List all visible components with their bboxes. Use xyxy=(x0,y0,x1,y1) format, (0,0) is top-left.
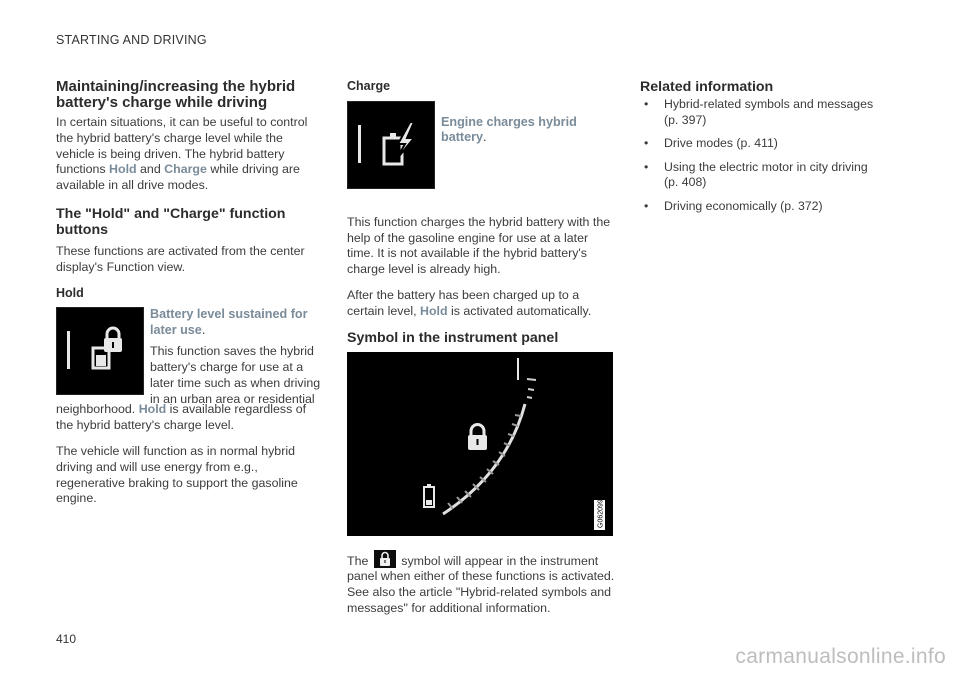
keyword-charge: Charge xyxy=(164,162,207,177)
padlock-icon xyxy=(468,424,487,450)
related-list xyxy=(640,97,880,215)
related-heading: Related information xyxy=(640,79,774,95)
hold-heading: Hold xyxy=(56,285,84,300)
instrument-panel-image xyxy=(347,352,613,536)
hold-text-1: This function saves the hybrid battery's charge for use at a later time such as when driving in an urban area or residential xyxy=(150,344,321,406)
hold-block xyxy=(56,307,322,406)
image-code: G062099 xyxy=(597,498,605,528)
charge-block xyxy=(347,101,615,197)
watermark: carmanualsonline.info xyxy=(735,645,946,668)
related-link[interactable]: • Using the electric motor in city driving (p. 408) xyxy=(640,160,880,191)
charge-text-2: After the battery has been charged up to a certain level, Hold is activated automatically. xyxy=(347,287,592,318)
charge-icon-box xyxy=(347,101,435,189)
hold-text-3: The vehicle will function as in normal hybrid driving and will use energy from e.g., regenerative braking to support the gasoline engine. xyxy=(56,443,298,506)
instrument-gauge-graphic xyxy=(347,352,613,536)
charge-text-1: This function charges the hybrid battery with the help of the gasoline engine for use at a later time. It is not available if the hybrid battery's charge level is already high. xyxy=(347,214,611,277)
symbol-description: The symbol will appear in the instrument panel when either of these functions is activated. See also the article "Hybrid-related symbols and messages" for additional information. xyxy=(347,550,615,617)
page-title: Maintaining/increasing the hybrid battery's charge while driving xyxy=(56,78,296,111)
function-buttons-heading: The "Hold" and "Charge" function buttons xyxy=(56,205,286,238)
keyword-hold: Hold xyxy=(109,162,137,177)
related-link[interactable]: • Driving economically (p. 372) xyxy=(640,199,880,215)
hold-text-2: neighborhood. Hold is available regardless of the hybrid battery's charge level. xyxy=(56,402,307,433)
charge-heading: Charge xyxy=(347,79,391,93)
symbol-heading: Symbol in the instrument panel xyxy=(347,329,559,346)
hold-battery-lock-icon xyxy=(57,308,143,394)
function-buttons-text: These functions are activated from the center display's Function view. xyxy=(56,243,305,274)
keyword-hold-2: Hold xyxy=(138,402,167,417)
hold-icon-box xyxy=(56,307,144,395)
hold-caption: Battery level sustained for later use. xyxy=(150,307,308,337)
related-link[interactable]: • Drive modes (p. 411) xyxy=(640,136,880,152)
intro-paragraph: In certain situations, it can be useful to control the hybrid battery's charge level while the vehicle is being driven. The hybrid battery functions Hold and Charge while driving are available in all drive modes. xyxy=(56,115,308,193)
page-number: 410 xyxy=(56,632,77,646)
section-header: STARTING AND DRIVING xyxy=(56,33,207,47)
padlock-icon xyxy=(374,550,396,568)
battery-level-icon xyxy=(424,484,434,507)
column-2 xyxy=(347,79,615,627)
column-1 xyxy=(56,79,322,517)
keyword-hold-3: Hold xyxy=(420,303,448,318)
charge-battery-bolt-icon xyxy=(348,102,434,188)
column-3 xyxy=(640,79,880,223)
charge-caption: Engine charges hybrid battery. xyxy=(441,114,577,145)
related-link[interactable]: • Hybrid-related symbols and messages (p. 397) xyxy=(640,97,880,128)
